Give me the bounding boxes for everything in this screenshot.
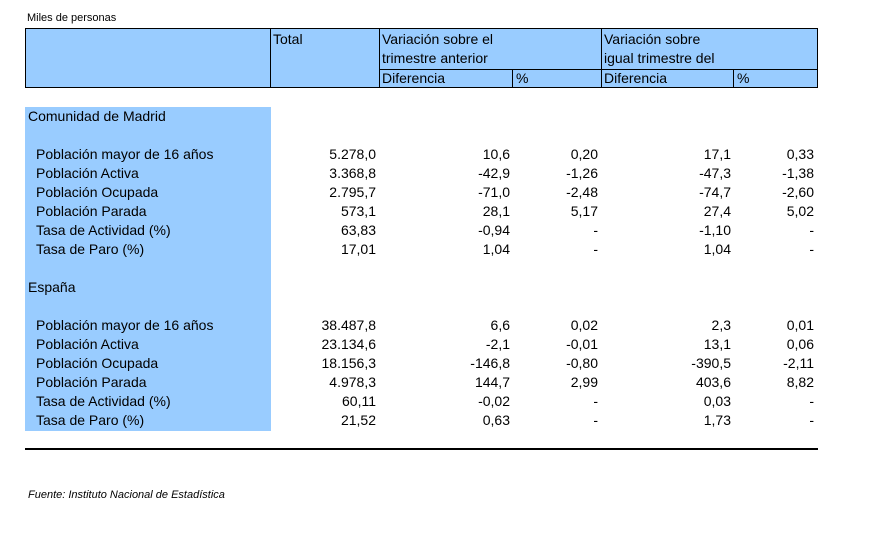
header-col-divider-group1 [379,28,380,88]
table-bottom-border [25,448,818,450]
header-left-border [25,28,26,88]
cell-total: 38.487,8 [321,317,376,333]
table-row [0,240,884,259]
cell-diff-same-quarter: 13,1 [703,336,731,352]
row-label: Tasa de Actividad (%) [36,393,171,409]
row-label: Población Ocupada [36,355,159,371]
section-title-madrid: Comunidad de Madrid [28,108,166,124]
row-label: Población mayor de 16 años [36,317,214,333]
header-group1-line2: trimestre anterior [382,50,488,66]
cell-pct-prev-quarter: - [593,241,598,257]
cell-pct-prev-quarter: -1,26 [566,165,598,181]
cell-pct-same-quarter: 8,82 [786,374,814,390]
row-label: Tasa de Actividad (%) [36,222,171,238]
header-right-border [817,28,818,88]
cell-diff-prev-quarter: -0,94 [478,222,510,238]
cell-diff-prev-quarter: -71,0 [478,184,510,200]
cell-pct-prev-quarter: 5,17 [570,203,598,219]
row-label: Población Activa [36,336,139,352]
cell-total: 5.278,0 [329,146,376,162]
cell-pct-same-quarter: - [809,222,814,238]
header-pct-2: % [737,70,750,86]
cell-total: 60,11 [342,393,376,409]
cell-pct-same-quarter: 0,06 [786,336,814,352]
cell-pct-same-quarter: - [809,412,814,428]
cell-total: 18.156,3 [321,355,376,371]
table-row [0,392,884,411]
cell-total: 3.368,8 [329,165,376,181]
cell-pct-prev-quarter: - [593,393,598,409]
cell-pct-same-quarter: - [809,241,814,257]
cell-diff-prev-quarter: 0,63 [482,412,510,428]
header-col-divider-pct1 [512,69,513,88]
row-label: Tasa de Paro (%) [36,412,145,428]
units-label: Miles de personas [27,12,117,24]
cell-pct-same-quarter: - [809,393,814,409]
header-col-divider-group2 [601,28,602,88]
header-pct-1: % [516,70,529,86]
cell-diff-prev-quarter: -42,9 [478,165,510,181]
cell-diff-same-quarter: 1,73 [703,412,731,428]
cell-diff-same-quarter: 403,6 [695,374,731,390]
cell-pct-same-quarter: 0,01 [786,317,814,333]
table-row [0,183,884,202]
table-row [0,354,884,373]
row-label: Tasa de Paro (%) [36,241,145,257]
cell-diff-same-quarter: 27,4 [703,203,731,219]
cell-total: 4.978,3 [329,374,376,390]
row-label: Población mayor de 16 años [36,146,214,162]
cell-diff-prev-quarter: 10,6 [482,146,510,162]
cell-total: 17,01 [340,241,376,257]
cell-diff-prev-quarter: 6,6 [490,317,510,333]
cell-diff-same-quarter: 1,04 [703,241,731,257]
header-diff-2: Diferencia [604,70,668,86]
header-col-divider-total [270,28,271,88]
cell-diff-same-quarter: -74,7 [699,184,731,200]
table-row [0,202,884,221]
cell-diff-same-quarter: -390,5 [691,355,731,371]
table-row [0,164,884,183]
cell-total: 573,1 [340,203,376,219]
cell-total: 63,83 [340,222,376,238]
source-note: Fuente: Instituto Nacional de Estadística [28,489,225,501]
row-label: Población Activa [36,165,139,181]
table-row [0,373,884,392]
cell-diff-prev-quarter: 1,04 [482,241,510,257]
cell-diff-prev-quarter: -2,1 [485,336,510,352]
cell-pct-same-quarter: -2,11 [783,355,814,371]
row-label: Población Parada [36,374,147,390]
cell-pct-prev-quarter: -0,80 [566,355,598,371]
cell-diff-same-quarter: 17,1 [703,146,731,162]
section-title-espana: España [28,279,76,295]
header-col-divider-pct2 [733,69,734,88]
table-row [0,145,884,164]
cell-pct-same-quarter: 0,33 [786,146,814,162]
cell-diff-prev-quarter: 144,7 [474,374,510,390]
cell-diff-same-quarter: 0,03 [703,393,731,409]
header-total: Total [273,31,303,47]
cell-total: 21,52 [340,412,376,428]
cell-pct-prev-quarter: 0,20 [570,146,598,162]
header-group1-line1: Variación sobre el [382,31,494,47]
header-diff-1: Diferencia [382,70,446,86]
cell-diff-prev-quarter: 28,1 [482,203,510,219]
cell-pct-prev-quarter: - [593,412,598,428]
header-top-border [25,28,818,29]
cell-pct-prev-quarter: -2,48 [566,184,598,200]
cell-diff-same-quarter: 2,3 [711,317,731,333]
cell-pct-same-quarter: 5,02 [786,203,814,219]
row-label: Población Ocupada [36,184,159,200]
row-label: Población Parada [36,203,147,219]
cell-diff-same-quarter: -1,10 [699,222,731,238]
cell-total: 23.134,6 [321,336,376,352]
cell-pct-prev-quarter: 2,99 [570,374,598,390]
table-row [0,316,884,335]
cell-pct-same-quarter: -2,60 [782,184,814,200]
cell-pct-prev-quarter: 0,02 [570,317,598,333]
cell-diff-same-quarter: -47,3 [699,165,731,181]
cell-pct-prev-quarter: -0,01 [566,336,598,352]
cell-total: 2.795,7 [329,184,376,200]
table-row [0,335,884,354]
header-group2-line2: igual trimestre del [604,50,715,66]
cell-pct-same-quarter: -1,38 [782,165,814,181]
cell-diff-prev-quarter: -0,02 [478,393,510,409]
cell-pct-prev-quarter: - [593,222,598,238]
cell-diff-prev-quarter: -146,8 [470,355,510,371]
table-row [0,411,884,430]
header-group2-line1: Variación sobre [604,31,701,47]
table-row [0,221,884,240]
